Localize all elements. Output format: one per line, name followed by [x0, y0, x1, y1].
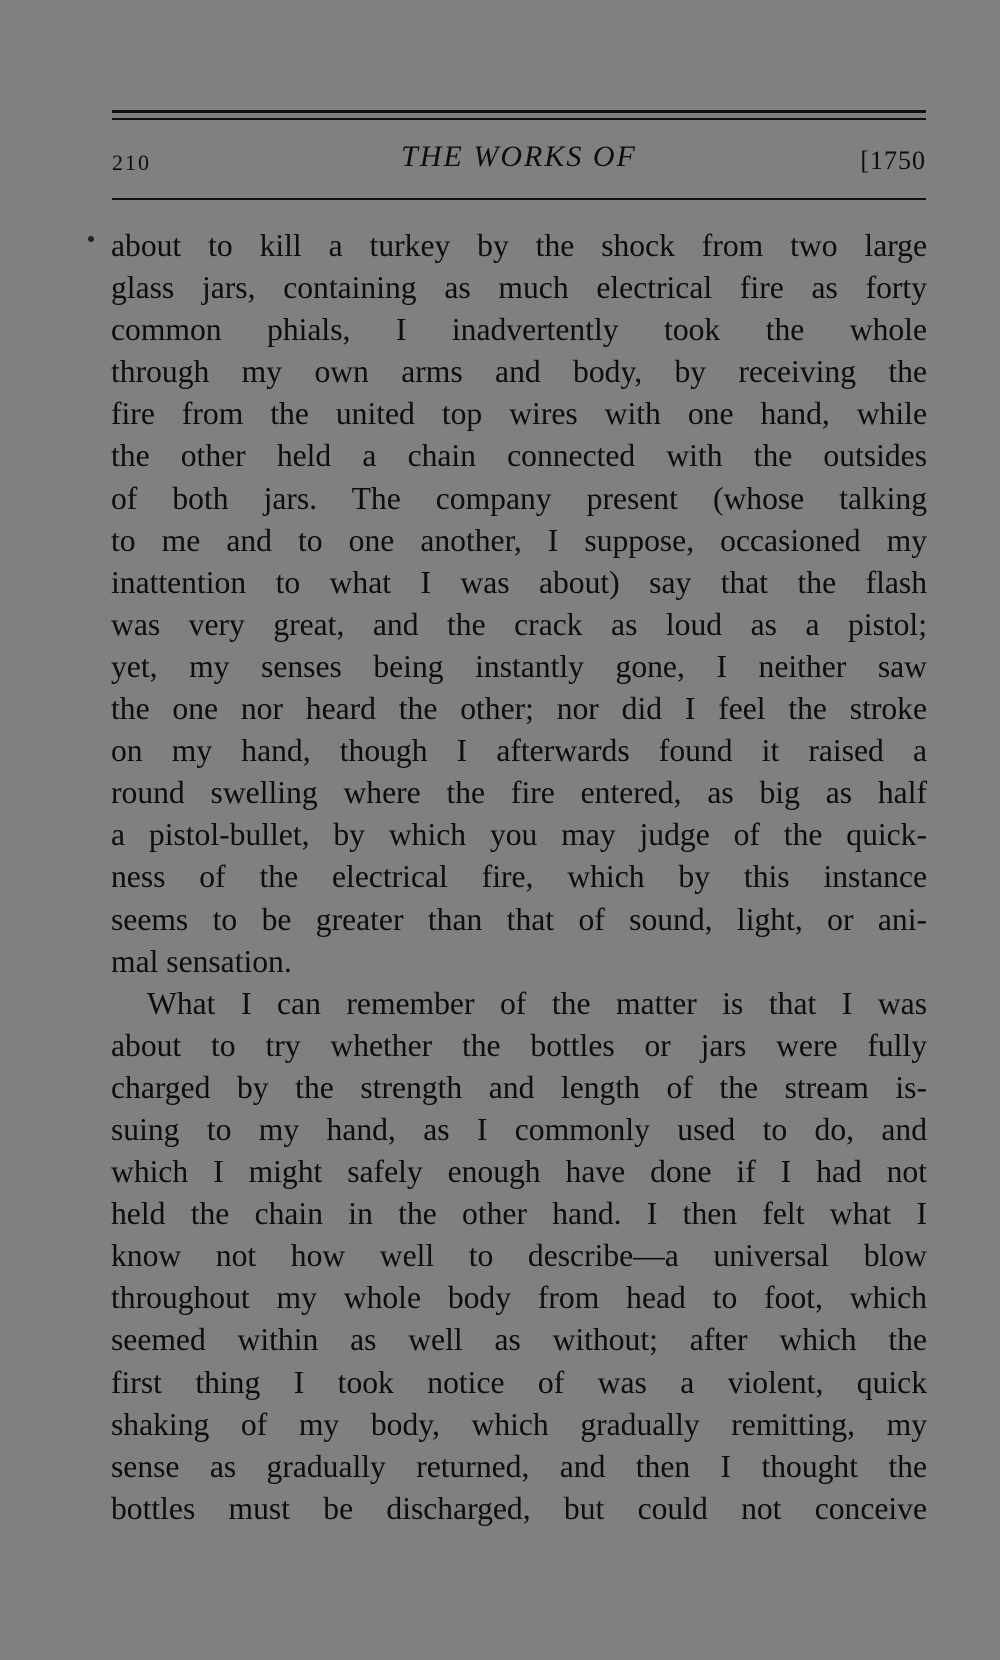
text-line: on my hand, though I afterwards found it raised a: [111, 733, 927, 769]
header-rule-top: [112, 110, 926, 113]
running-title: THE WORKS OF: [401, 140, 637, 173]
text-line: bottles must be discharged, but could not conceive: [111, 1490, 927, 1526]
text-line: shaking of my body, which gradually remitting, my: [111, 1406, 927, 1442]
text-line: inattention to what I was about) say that the flash: [111, 564, 927, 600]
margin-dot-mark: [88, 236, 94, 242]
text-line: first thing I took notice of was a violent, quick: [111, 1364, 927, 1400]
text-line: ness of the electrical fire, which by this instance: [111, 859, 927, 895]
text-line: round swelling where the fire entered, as big as half: [111, 775, 927, 811]
text-line: seemed within as well as without; after which the: [111, 1322, 927, 1358]
running-year: [1750: [860, 146, 926, 175]
text-line: held the chain in the other hand. I then felt what I: [111, 1196, 927, 1232]
text-line: know not how well to describe—a universal blow: [111, 1238, 927, 1274]
text-line: What I can remember of the matter is that I was: [147, 985, 927, 1021]
paragraph: [111, 983, 927, 1530]
text-line: of both jars. The company present (whose talking: [111, 480, 927, 516]
text-line: mal sensation.: [111, 943, 292, 979]
running-head: [112, 140, 926, 188]
paragraph: [111, 225, 927, 983]
header-rule-second: [112, 118, 926, 120]
text-line: glass jars, containing as much electrical fire as forty: [111, 270, 927, 306]
body-text: [111, 225, 927, 1530]
text-line: fire from the united top wires with one hand, while: [111, 396, 927, 432]
text-line: which I might safely enough have done if I had not: [111, 1154, 927, 1190]
header-rule-bottom: [112, 198, 926, 200]
page-number: 210: [112, 150, 151, 175]
text-line: a pistol-bullet, by which you may judge of the quick-: [111, 817, 927, 853]
text-line: about to try whether the bottles or jars were fully: [111, 1027, 927, 1063]
text-line: sense as gradually returned, and then I thought the: [111, 1448, 927, 1484]
text-line: seems to be greater than that of sound, light, or ani-: [111, 901, 927, 937]
text-line: suing to my hand, as I commonly used to do, and: [111, 1111, 927, 1147]
text-line: to me and to one another, I suppose, occasioned my: [111, 522, 927, 558]
text-line: the other held a chain connected with the outsides: [111, 438, 927, 474]
text-line: about to kill a turkey by the shock from two large: [111, 228, 927, 263]
text-line: common phials, I inadvertently took the whole: [111, 312, 927, 348]
text-line: was very great, and the crack as loud as a pistol;: [111, 606, 927, 642]
text-line: throughout my whole body from head to foot, which: [111, 1280, 927, 1316]
text-line: charged by the strength and length of the stream is-: [111, 1069, 927, 1105]
text-line: the one nor heard the other; nor did I feel the stroke: [111, 691, 927, 727]
text-line: through my own arms and body, by receiving the: [111, 354, 927, 390]
text-line: yet, my senses being instantly gone, I neither saw: [111, 648, 927, 684]
